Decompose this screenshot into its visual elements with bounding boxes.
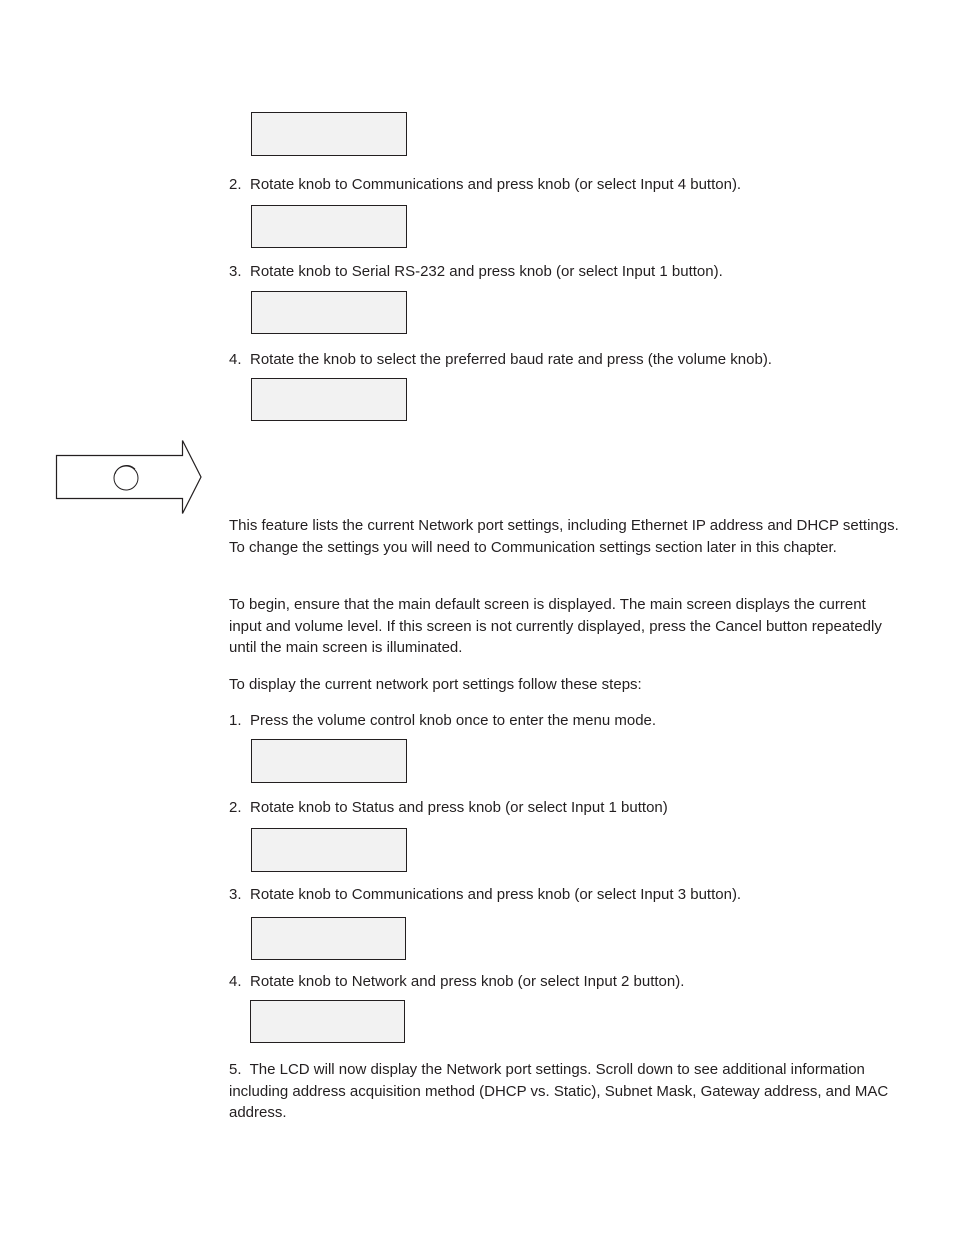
section-step-5: 5. The LCD will now display the Network port settings. Scroll down to see additional information including address acquisition method (DHCP vs. Static), Subnet Mask, Gateway address, and MAC address. [229,1061,889,1121]
section-step-3: 3. Rotate knob to Communications and press knob (or select Input 3 button). [229,886,742,903]
top-step-4: 4. Rotate the knob to select the preferred baud rate and press (the volume knob). [229,351,772,368]
section-step-4: 4. Rotate knob to Network and press knob (or select Input 2 button). [229,973,685,990]
lcd-display-8 [250,1000,405,1043]
lcd-display-2 [251,205,407,248]
lead-paragraph: To display the current network port settings follow these steps: [229,676,642,693]
begin-paragraph: To begin, ensure that the main default screen is displayed. The main screen displays the current input and volume level. If this screen is not currently displayed, press the Cancel button repeatedly until the main screen is illuminated. [229,596,882,656]
lcd-display-4 [251,378,407,421]
top-step-3: 3. Rotate knob to Serial RS-232 and press knob (or select Input 1 button). [229,263,723,280]
section-arrow-icon [55,439,205,515]
knob-icon [114,465,138,490]
intro-paragraph: This feature lists the current Network port settings, including Ethernet IP address and DHCP settings. To change the settings you will need to Communication settings section later in this chapter. [229,517,899,556]
section-step-2: 2. Rotate knob to Status and press knob (or select Input 1 button) [229,799,668,816]
section-step-1: 1. Press the volume control knob once to enter the menu mode. [229,712,657,729]
lcd-display-6 [251,828,407,872]
top-step-2: 2. Rotate knob to Communications and press knob (or select Input 4 button). [229,176,742,193]
lcd-display-1 [251,112,407,156]
lcd-display-7 [251,917,406,960]
lcd-display-3 [251,291,407,334]
lcd-display-5 [251,739,407,783]
